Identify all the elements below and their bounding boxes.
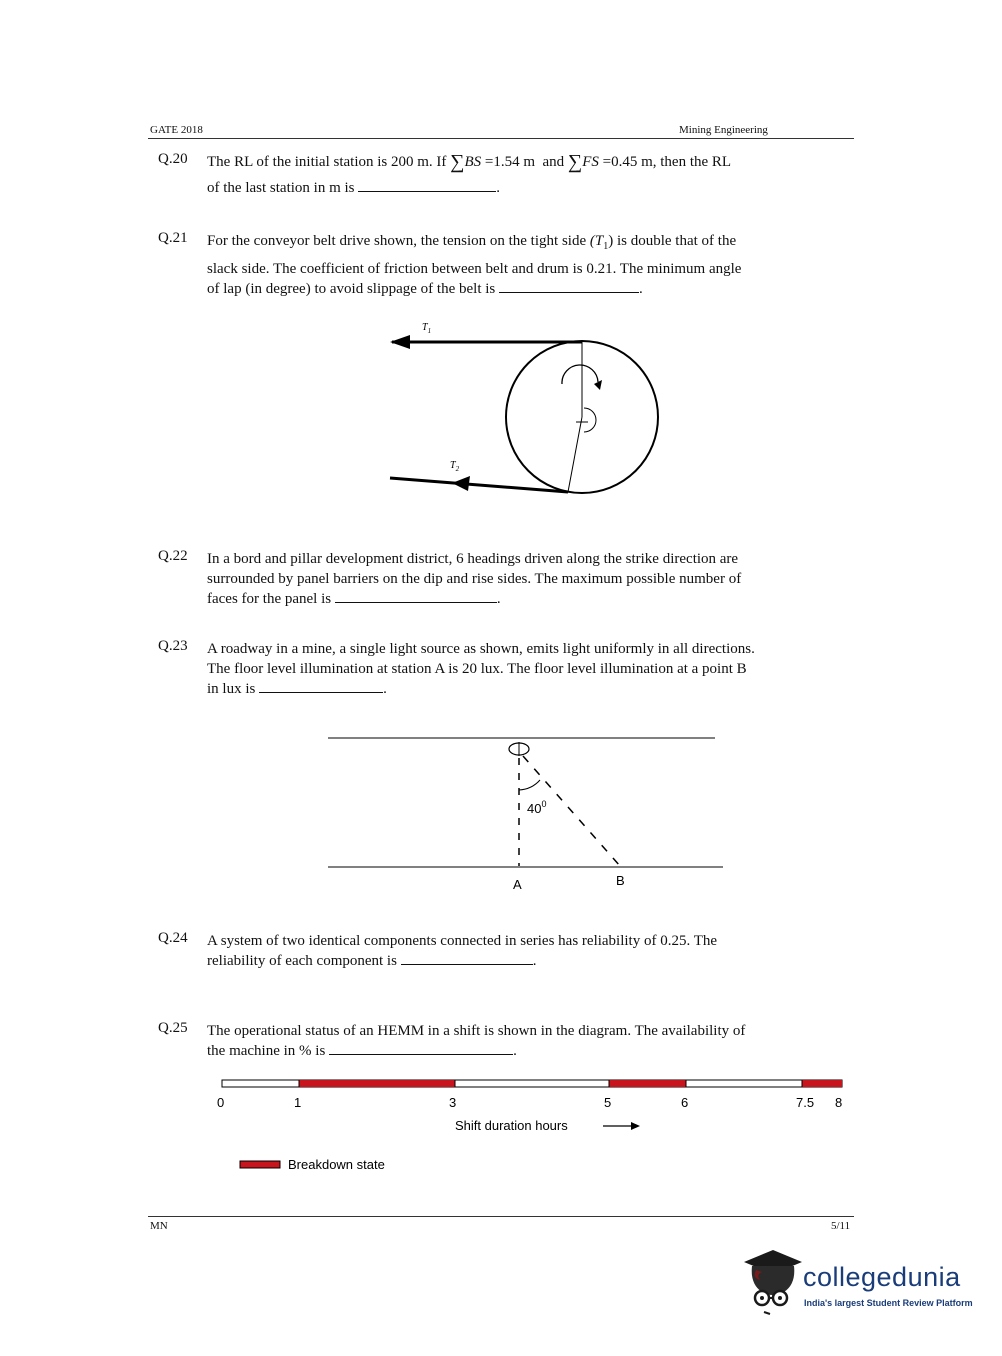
tick-label: 5 (604, 1095, 612, 1110)
header-rule (148, 138, 854, 139)
tick-label: 7.5 (796, 1095, 815, 1110)
q25-text: The operational status of an HEMM in a shift is shown in the diagram. The availability of the machine in % is . (207, 1023, 746, 1059)
q20-number: Q.20 (158, 151, 188, 167)
q23-number: Q.23 (158, 638, 188, 654)
angle-arc (519, 780, 540, 790)
q21-number: Q.21 (158, 230, 188, 246)
conveyor-belt-figure (380, 310, 680, 510)
tick-label: 3 (449, 1095, 457, 1110)
tight-side-arrow (390, 335, 410, 349)
tick-label: 6 (681, 1095, 689, 1110)
tick-label: 8 (835, 1095, 843, 1110)
breakdown-segment (299, 1080, 455, 1087)
answer-blank[interactable] (259, 680, 383, 693)
tick-label: 1 (294, 1095, 302, 1110)
header-exam: GATE 2018 (150, 124, 203, 136)
footer-code: MN (150, 1220, 168, 1232)
q24-text: A system of two identical components connected in series has reliability of 0.25. The reliability of each component is . (207, 933, 718, 969)
label-t1: $T_1$ (422, 322, 432, 335)
sigma-symbol: ∑ (450, 151, 465, 173)
watermark-tagline: India's largest Student Review Platform (804, 1298, 973, 1308)
answer-blank[interactable] (358, 179, 496, 192)
page-number: 5/11 (831, 1220, 851, 1232)
lap-angle-arc (584, 408, 596, 432)
answer-blank[interactable] (335, 590, 497, 603)
q22-text: In a bord and pillar development district, 6 headings driven along the strike direction are surrounded by panel barriers on the dip and rise sides. The maximum possible number of faces for the panel is . (207, 551, 742, 607)
legend-label: Breakdown state (288, 1157, 385, 1172)
point-b-label: B (616, 873, 625, 888)
header-subject: Mining Engineering (679, 124, 768, 136)
axis-arrowhead-icon (631, 1122, 640, 1130)
angle-label: $40^0$ (527, 799, 547, 816)
footer-rule (148, 1216, 854, 1217)
q20-text: The RL of the initial station is 200 m. If ∑BS =1.54 m and ∑FS =0.45 m, then the RL of the last station in m is . (207, 151, 732, 196)
q21-text: For the conveyor belt drive shown, the tension on the tight side $(T_1)$ is double that of the slack side. The coefficient of friction between belt and drum is 0.21. The minimum angle of lap (in degree) to avoid slippage of the belt is . (207, 233, 742, 297)
rotation-arrow-icon (562, 365, 598, 384)
q22-number: Q.22 (158, 548, 188, 564)
legend-swatch (240, 1161, 280, 1168)
sigma-symbol: ∑ (567, 151, 583, 173)
breakdown-segment (802, 1080, 842, 1087)
tick-label: 0 (217, 1095, 225, 1110)
axis-label: Shift duration hours (455, 1118, 568, 1133)
q24-number: Q.24 (158, 930, 188, 946)
point-a-label: A (513, 877, 522, 892)
answer-blank[interactable] (499, 280, 639, 293)
radius-line (568, 417, 582, 492)
q25-number: Q.25 (158, 1020, 188, 1036)
q23-text: A roadway in a mine, a single light source as shown, emits light uniformly in all directions. The floor level illumination at station A is 20 lux. The floor level illumination at a point B in lux is . (207, 641, 755, 697)
answer-blank[interactable] (329, 1042, 513, 1055)
breakdown-segment (609, 1080, 686, 1087)
slack-side-arrow (452, 476, 470, 491)
label-t2: $T_2$ (450, 460, 460, 473)
roadway-figure (320, 728, 730, 898)
shift-timeline-figure (210, 1072, 860, 1182)
answer-blank[interactable] (401, 952, 533, 965)
collegedunia-mascot-icon (740, 1248, 806, 1318)
watermark-brand: collegedunia (803, 1262, 961, 1292)
